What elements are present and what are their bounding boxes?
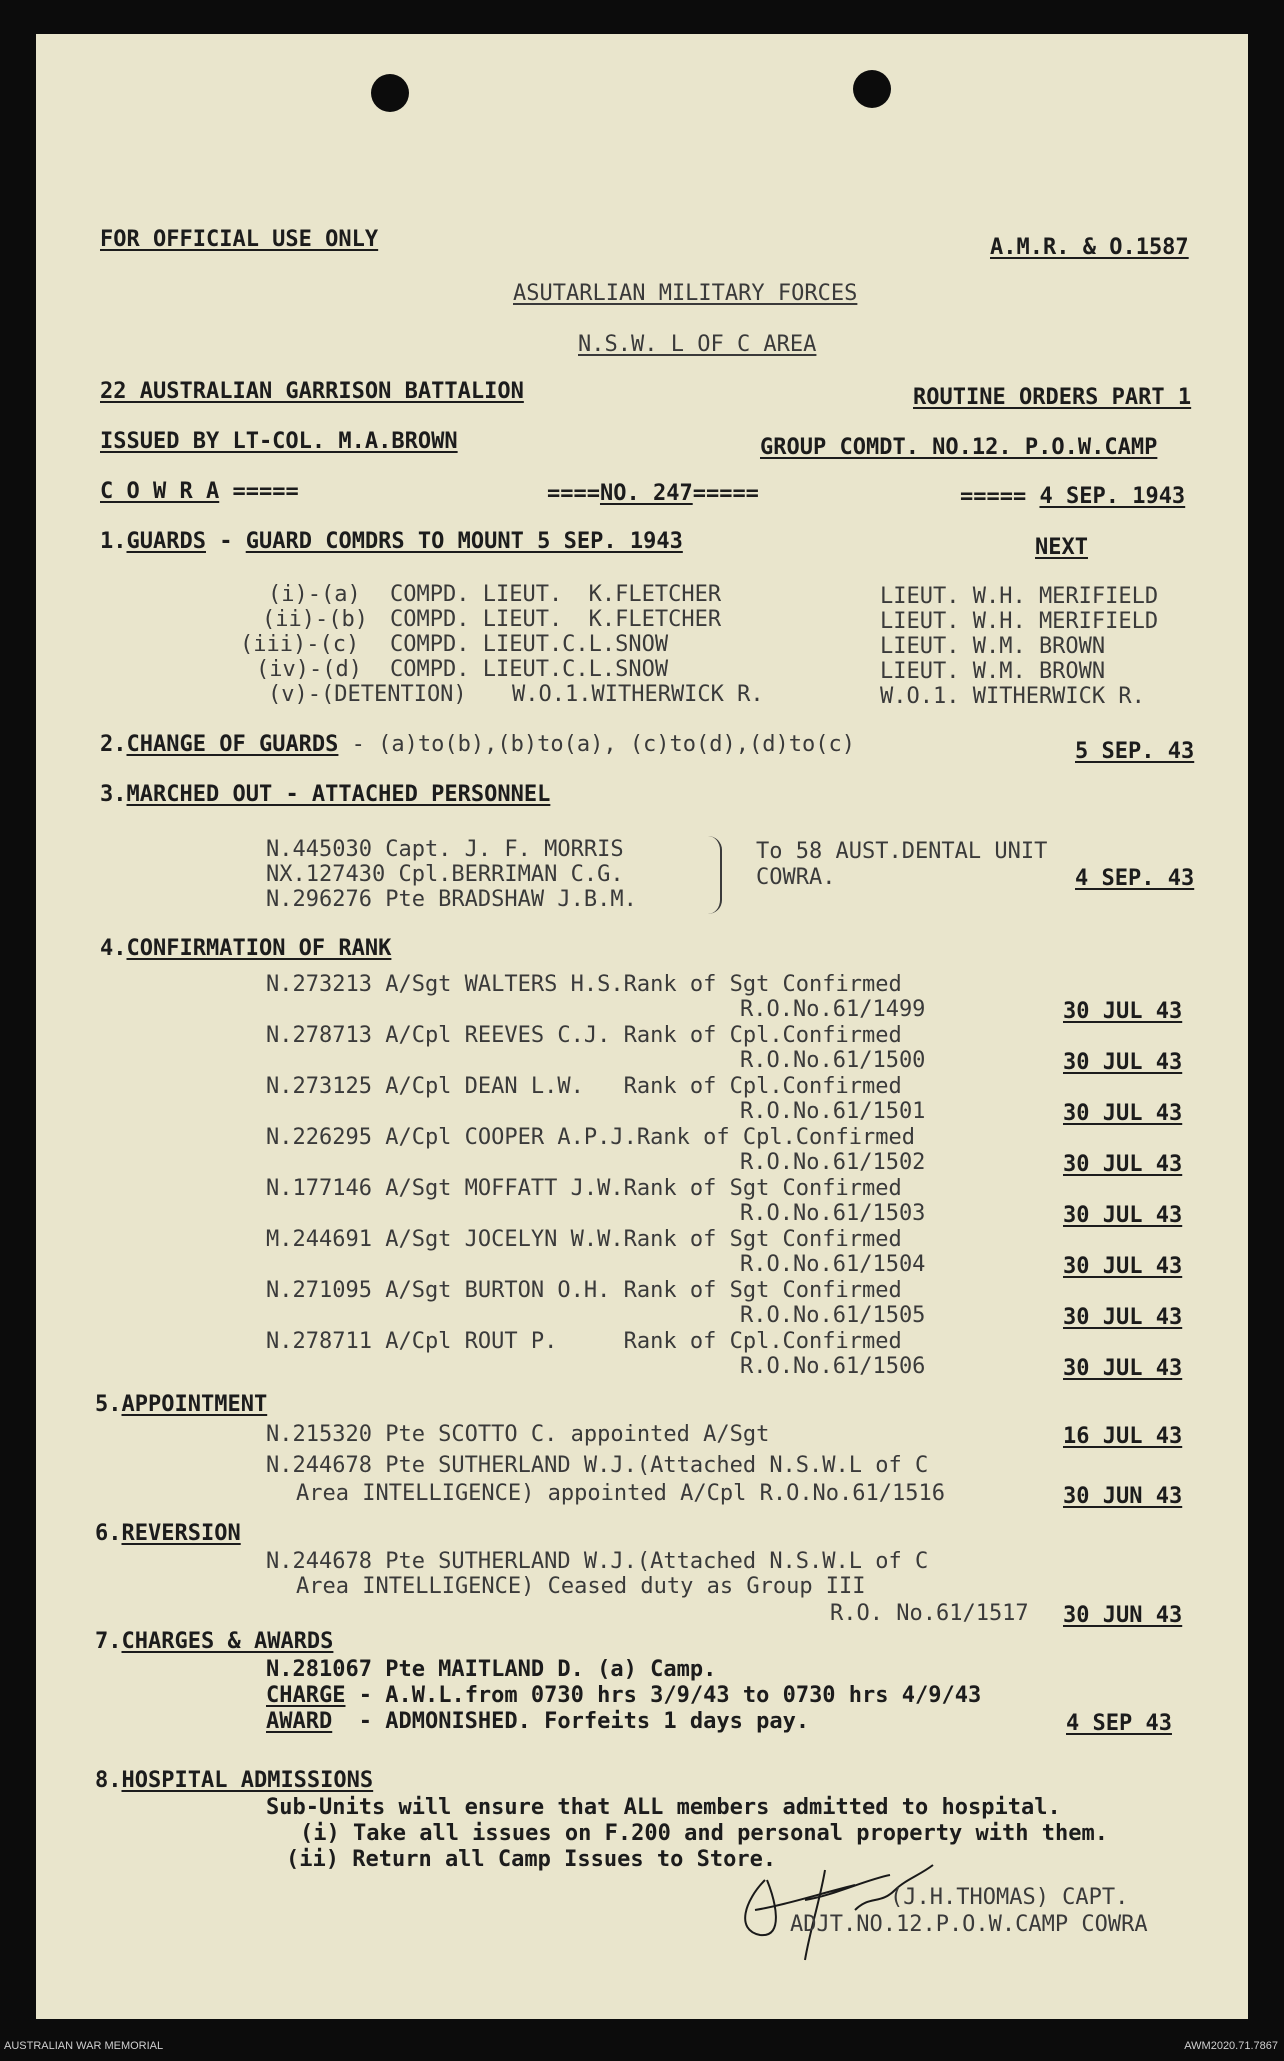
marched-person: NX.127430 Cpl.BERRIMAN C.G.: [266, 862, 624, 887]
grouping-brace: [708, 836, 722, 914]
confirmation-ro: R.O.No.61/1504: [740, 1252, 926, 1277]
issued-by: ISSUED BY LT-COL. M.A.BROWN: [100, 429, 458, 454]
charge-text: - A.W.L.from 0730 hrs 3/9/43 to 0730 hrs 4/9/43: [345, 1683, 982, 1708]
guard-duty: COMPD. LIEUT. K.FLETCHER: [390, 607, 722, 632]
confirmation-entry: N.177146 A/Sgt MOFFATT J.W.Rank of Sgt Confirmed: [266, 1176, 902, 1201]
rule: ====: [547, 481, 600, 506]
section-number: 1.: [100, 529, 127, 554]
confirmation-ro: R.O.No.61/1501: [740, 1099, 926, 1124]
forces-title: ASUTARLIAN MILITARY FORCES: [513, 281, 858, 306]
official-use-label: FOR OFFICIAL USE ONLY: [100, 227, 379, 252]
award-line: [266, 1710, 809, 1734]
confirmation-ro: R.O.No.61/1505: [740, 1303, 926, 1328]
confirmation-date: 30 JUL 43: [1063, 999, 1183, 1024]
handwritten-signature: [705, 1840, 945, 1980]
place-name: C O W R A: [100, 479, 220, 504]
appointment-entry-cont: Area INTELLIGENCE) appointed A/Cpl R.O.No.61/1516: [296, 1481, 946, 1506]
hospital-instruction: Sub-Units will ensure that ALL members admitted to hospital.: [266, 1795, 1061, 1820]
section-title: REVERSION: [121, 1521, 241, 1546]
confirmation-entry: N.273213 A/Sgt WALTERS H.S.Rank of Sgt Confirmed: [266, 972, 902, 997]
section-title: APPOINTMENT: [121, 1392, 268, 1417]
order-number: NO. 247: [599, 481, 693, 506]
place-line: [100, 480, 299, 504]
punch-hole: [853, 70, 891, 108]
confirmation-ro: R.O.No.61/1506: [740, 1354, 926, 1379]
section-reversion: [95, 1522, 241, 1546]
confirmation-entry: N.278713 A/Cpl REEVES C.J. Rank of Cpl.Confirmed: [266, 1023, 902, 1048]
confirmation-date: 30 JUL 43: [1063, 1305, 1183, 1330]
section-marched-out: [100, 783, 550, 807]
marched-date: 4 SEP. 43: [1075, 866, 1195, 891]
next-heading: NEXT: [1035, 535, 1088, 560]
confirmation-ro: R.O.No.61/1503: [740, 1201, 926, 1226]
confirmation-entry: N.226295 A/Cpl COOPER A.P.J.Rank of Cpl.Confirmed: [266, 1125, 916, 1150]
section-number: 6.: [95, 1521, 122, 1546]
section-number: 7.: [95, 1629, 122, 1654]
rule: =====: [692, 481, 759, 506]
guard-code: (ii)-(b): [262, 607, 368, 632]
signatory-name: (J.H.THOMAS) CAPT.: [890, 1885, 1129, 1910]
section-change-of-guards: [100, 733, 855, 757]
section-confirmation-of-rank: [100, 937, 391, 961]
confirmation-entry: N.278711 A/Cpl ROUT P. Rank of Cpl.Confirmed: [266, 1329, 902, 1354]
marched-person: N.296276 Pte BRADSHAW J.B.M.: [266, 887, 637, 912]
section-number: 2.: [100, 732, 127, 757]
guard-duty: COMPD. LIEUT.C.L.SNOW: [390, 657, 669, 682]
guard-next: W.O.1. WITHERWICK R.: [880, 684, 1145, 709]
guard-duty: COMPD. LIEUT. K.FLETCHER: [390, 582, 722, 607]
orders-title: ROUTINE ORDERS PART 1: [913, 385, 1192, 410]
order-number-line: [547, 482, 759, 506]
confirmation-date: 30 JUL 43: [1063, 1356, 1183, 1381]
change-text: - (a)to(b),(b)to(a), (c)to(d),(d)to(c): [338, 732, 855, 757]
guard-next: LIEUT. W.M. BROWN: [880, 659, 1106, 684]
marched-person: N.445030 Capt. J. F. MORRIS: [266, 837, 624, 862]
section-appointment: [95, 1393, 267, 1417]
dash: -: [205, 529, 246, 554]
place-rule: =====: [219, 479, 299, 504]
award-label: AWARD: [266, 1709, 333, 1734]
charge-soldier: N.281067 Pte MAITLAND D. (a) Camp.: [266, 1657, 717, 1682]
section-title: CONFIRMATION OF RANK: [126, 936, 392, 961]
appointment-date: 16 JUL 43: [1063, 1424, 1183, 1449]
section-title: HOSPITAL ADMISSIONS: [121, 1768, 374, 1793]
guard-next: LIEUT. W.M. BROWN: [880, 634, 1106, 659]
area-title: N.S.W. L OF C AREA: [578, 332, 817, 357]
appointment-entry: N.215320 Pte SCOTTO C. appointed A/Sgt: [266, 1422, 770, 1447]
confirmation-date: 30 JUL 43: [1063, 1203, 1183, 1228]
marched-destination-town: COWRA.: [756, 865, 836, 890]
guard-code: (v)-(DETENTION): [268, 682, 467, 707]
hospital-instruction-item: (ii) Return all Camp Issues to Store.: [286, 1847, 777, 1872]
reversion-date: 30 JUN 43: [1063, 1603, 1183, 1628]
archive-accession: AWM2020.71.7867: [1184, 2040, 1278, 2052]
archive-credit: AUSTRALIAN WAR MEMORIAL: [4, 2040, 164, 2052]
charge-line: [266, 1684, 981, 1708]
section-title: CHANGE OF GUARDS: [126, 732, 339, 757]
reversion-entry-cont: Area INTELLIGENCE) Ceased duty as Group III: [296, 1574, 866, 1599]
section-title: CHARGES & AWARDS: [121, 1629, 334, 1654]
appointment-date: 30 JUN 43: [1063, 1484, 1183, 1509]
marched-destination: To 58 AUST.DENTAL UNIT: [756, 839, 1048, 864]
confirmation-entry: M.244691 A/Sgt JOCELYN W.W.Rank of Sgt Confirmed: [266, 1227, 902, 1252]
order-date: 4 SEP. 1943: [1039, 484, 1186, 509]
battalion-title: 22 AUSTRALIAN GARRISON BATTALION: [100, 379, 524, 404]
rule: =====: [960, 484, 1040, 509]
award-text: - ADMONISHED. Forfeits 1 days pay.: [332, 1709, 810, 1734]
section-number: 4.: [100, 936, 127, 961]
guard-next: LIEUT. W.H. MERIFIELD: [880, 584, 1159, 609]
confirmation-date: 30 JUL 43: [1063, 1152, 1183, 1177]
guard-subheading: GUARD COMDRS TO MOUNT 5 SEP. 1943: [245, 529, 683, 554]
confirmation-ro: R.O.No.61/1502: [740, 1150, 926, 1175]
section-charges-awards: [95, 1630, 333, 1654]
confirmation-date: 30 JUL 43: [1063, 1101, 1183, 1126]
punch-hole: [371, 74, 409, 112]
guard-duty: COMPD. LIEUT.C.L.SNOW: [390, 632, 669, 657]
charge-label: CHARGE: [266, 1683, 346, 1708]
confirmation-ro: R.O.No.61/1500: [740, 1048, 926, 1073]
section-title: MARCHED OUT - ATTACHED PERSONNEL: [126, 782, 551, 807]
section-hospital-admissions: [95, 1769, 373, 1793]
guard-code: (iii)-(c): [240, 632, 360, 657]
document-reference: A.M.R. & O.1587: [990, 235, 1189, 260]
order-date-line: [960, 485, 1185, 509]
section-title: GUARDS: [126, 529, 206, 554]
group-commandant: GROUP COMDT. NO.12. P.O.W.CAMP: [760, 435, 1158, 460]
section-number: 8.: [95, 1768, 122, 1793]
reversion-ro: R.O. No.61/1517: [830, 1601, 1029, 1626]
section-guards-heading: [100, 530, 683, 554]
confirmation-entry: N.271095 A/Sgt BURTON O.H. Rank of Sgt Confirmed: [266, 1278, 902, 1303]
confirmation-entry: N.273125 A/Cpl DEAN L.W. Rank of Cpl.Confirmed: [266, 1074, 902, 1099]
confirmation-date: 30 JUL 43: [1063, 1050, 1183, 1075]
section-number: 5.: [95, 1392, 122, 1417]
guard-duty: W.O.1.WITHERWICK R.: [512, 682, 764, 707]
award-date: 4 SEP 43: [1066, 1711, 1172, 1736]
signatory-title: ADJT.NO.12.P.O.W.CAMP COWRA: [790, 1912, 1148, 1937]
confirmation-ro: R.O.No.61/1499: [740, 997, 926, 1022]
guard-next: LIEUT. W.H. MERIFIELD: [880, 609, 1159, 634]
change-date: 5 SEP. 43: [1075, 739, 1195, 764]
confirmation-date: 30 JUL 43: [1063, 1254, 1183, 1279]
appointment-entry: N.244678 Pte SUTHERLAND W.J.(Attached N.S.W.L of C: [266, 1453, 929, 1478]
guard-code: (i)-(a): [268, 582, 361, 607]
guard-code: (iv)-(d): [256, 657, 362, 682]
reversion-entry: N.244678 Pte SUTHERLAND W.J.(Attached N.S.W.L of C: [266, 1549, 929, 1574]
hospital-instruction-item: (i) Take all issues on F.200 and personal property with them.: [300, 1821, 1108, 1846]
section-number: 3.: [100, 782, 127, 807]
